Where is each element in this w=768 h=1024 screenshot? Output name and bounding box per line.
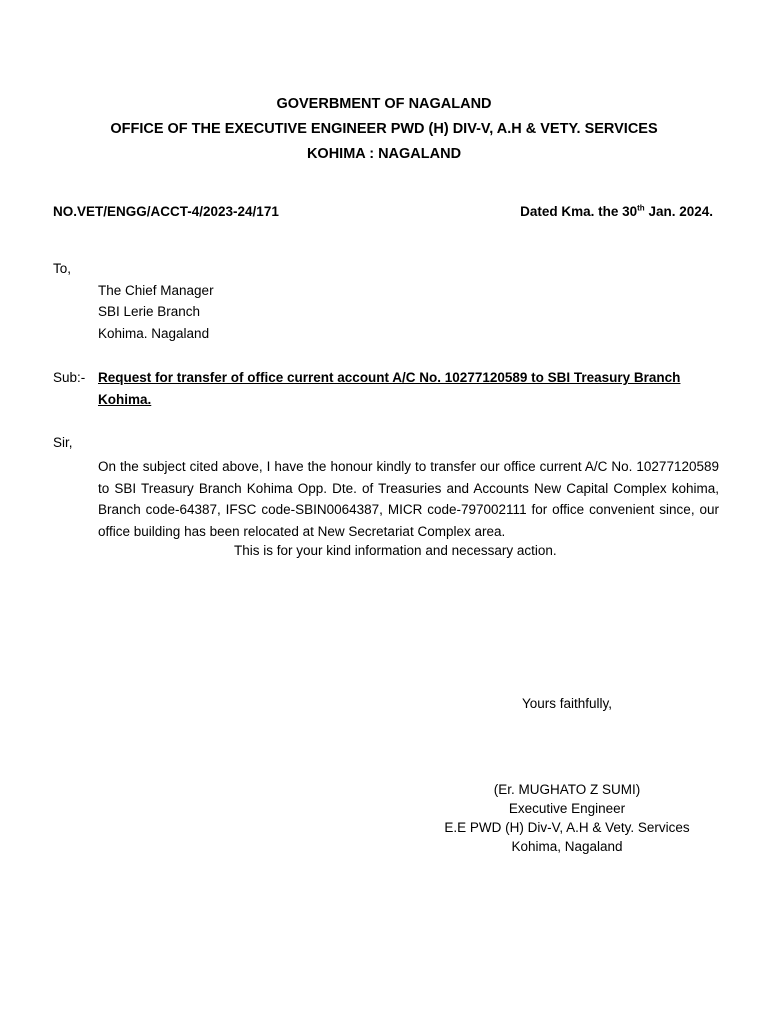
letterhead-location: KOHIMA : NAGALAND [306, 146, 462, 162]
to-label: To, [53, 261, 72, 276]
subject-line-2: Kohima. [98, 392, 152, 407]
recipient-title: The Chief Manager [98, 283, 214, 298]
reference-number: NO.VET/ENGG/ACCT-4/2023-24/171 [53, 204, 279, 219]
date-suffix: th [637, 203, 645, 213]
subject-line-1: Request for transfer of office current account A/C No. 10277120589 to SBI Treasury Branch [98, 370, 681, 385]
letterhead-office: OFFICE OF THE EXECUTIVE ENGINEER PWD (H) DIV-V, A.H & VETY. SERVICES [110, 121, 658, 137]
signatory-office: E.E PWD (H) Div-V, A.H & Vety. Services [444, 820, 690, 835]
date-prefix: Dated Kma. the 30 [520, 204, 638, 219]
closing-phrase: Yours faithfully, [521, 696, 613, 711]
signatory-name: (Er. MUGHATO Z SUMI) [493, 782, 641, 797]
body-paragraph: On the subject cited above, I have the honour kindly to transfer our office current A/C No. 10277120589 to SBI Treasury Branch Kohima Opp. Dte. of Treasuries and Accounts New Capital Complex kohima, Branch code-64387, IFSC code-SBIN0064387, MICR code-797002111 for office convenient since, our office building has been relocated at New Secretariat Complex area. [98, 459, 719, 540]
recipient-branch: SBI Lerie Branch [98, 304, 201, 319]
subject-label: Sub:- [53, 370, 86, 385]
signatory-location: Kohima, Nagaland [511, 839, 623, 854]
salutation: Sir, [53, 435, 73, 450]
letterhead-government: GOVERBMENT OF NAGALAND [276, 96, 492, 112]
recipient-address: Kohima. Nagaland [98, 326, 210, 341]
letter-date [520, 204, 713, 219]
date-rest: Jan. 2024. [644, 204, 713, 219]
closing-line: This is for your kind information and necessary action. [234, 543, 557, 558]
signatory-designation: Executive Engineer [508, 801, 626, 816]
